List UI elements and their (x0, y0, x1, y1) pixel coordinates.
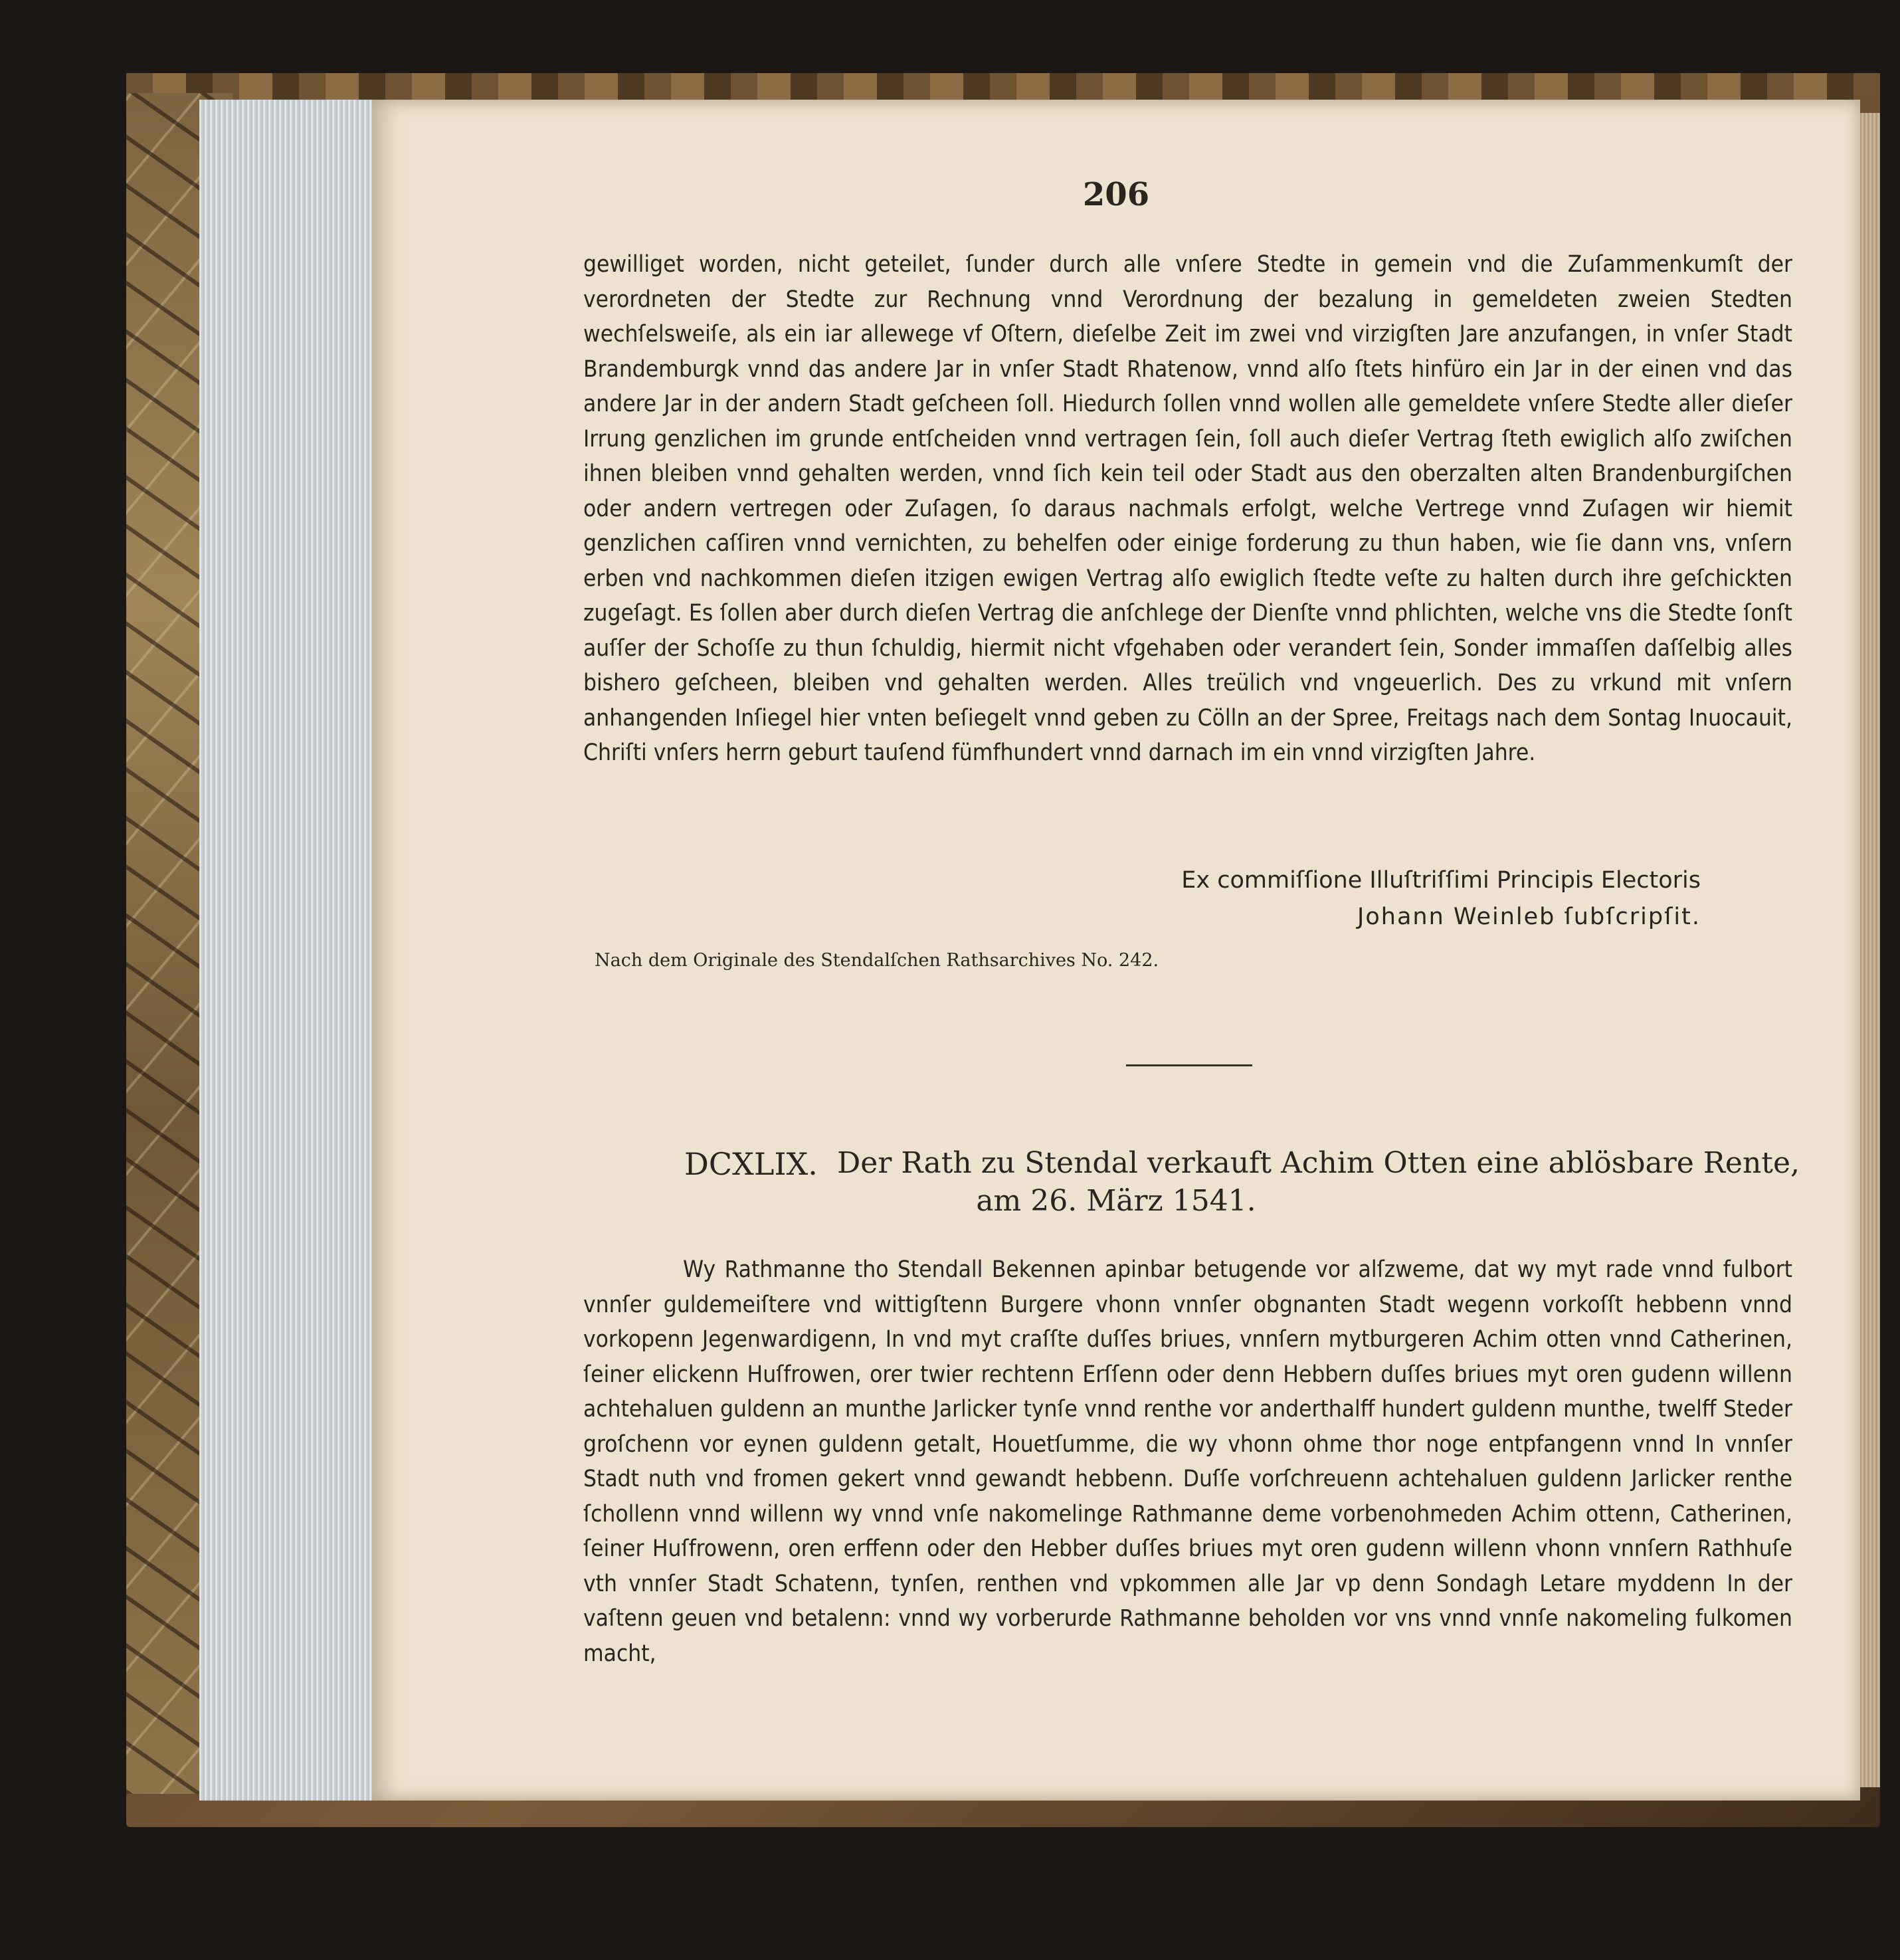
page-number: 206 (1082, 176, 1150, 213)
cover-top-edge (126, 73, 1880, 100)
document-number: DCXLIX. (684, 1146, 818, 1182)
document-date: am 26. März 1541. (976, 1184, 1256, 1218)
document-title: Der Rath zu Stendal verkauft Achim Otten eine ablösbare Rente, (837, 1146, 1800, 1180)
source-note: Nach dem Originale des Stendalſchen Rathsarchives No. 242. (595, 950, 1159, 971)
paragraph: Wy Rathmanne tho Stendall Bekennen apinbar betugende vor alſzweme, dat wy myt rade vnnd fulbort vnnſer guldemeiſtere vnd wittigſtenn Burgere vhonn vnnſer obgnanten Stadt wegenn vorkoſſt hebbenn vnnd vorkopenn Jegenwardigenn, In vnd myt craſſte duſſes briues, vnnſern mytburgeren Achim otten vnnd Catherinen, ſeiner elickenn Huſfrowen, orer twier rechtenn Erſſenn oder denn Hebbern duſſes briues myt oren gudenn willenn achtehaluen guldenn an munthe Jarlicker tynſe vnnd renthe vor anderthalff hundert guldenn munthe, twelff Steder groſchenn vor eynen guldenn getalt, Houetſumme, die wy vhonn ohme thor noge entpfangenn vnnd In vnnſer Stadt nuth vnd fromen gekert vnnd gewandt hebbenn. Duſſe vorſchreuenn achtehaluen guldenn Jarlicker renthe ſchollenn vnnd willenn wy vnnd vnſe nakomelinge Rathmanne deme vorbenohmeden Achim ottenn, Catherinen, ſeiner Huſfrowenn, oren erffenn oder den Hebber duſſes briues myt oren gudenn willenn vhonn vnnſern Rathhuſe vth vnnſer Stadt Schatenn, tynſen, renthen vnd vpkommen alle Jar vp denn Sondagh Letare myddenn In der vaſtenn geuen vnd betalenn: vnnd wy vorberurde Rathmanne beholden vor vns vnnd vnnſe nakomeling fulkomen macht, (583, 1256, 1792, 1667)
page-stack-edges (199, 100, 379, 1801)
section-divider (1126, 1064, 1252, 1066)
document-text (583, 1252, 1792, 1671)
document-text-continued (583, 247, 1792, 771)
signature-line-2: Johann Weinleb ſubſcripſit. (1357, 904, 1701, 930)
signature-line-1: Ex commiſſione Illuſtriſſimi Principis Electoris (1181, 867, 1701, 894)
book-page (372, 100, 1860, 1801)
paragraph: gewilliget worden, nicht geteilet, ſunder durch alle vnſere Stedte in gemein vnd die Zuſammenkumſt der verordneten der Stedte zur Rechnung vnnd Verordnung der bezalung in gemeldeten zweien Stedten wechſelsweiſe, als ein iar allewege vf Oſtern, dieſelbe Zeit im zwei vnd virzigſten Jare anzufangen, in vnſer Stadt Brandemburgk vnnd das andere Jar in vnſer Stadt Rhatenow, vnnd alſo ſtets hinfüro ein Jar in der einen vnd das andere Jar in der andern Stadt geſcheen ſoll. Hiedurch ſollen vnnd wollen alle gemeldete vnſere Stedte aller dieſer Irrung genzlichen im grunde entſcheiden vnnd vertragen ſein, ſoll auch dieſer Vertrag ſteth ewiglich alſo zwiſchen ihnen bleiben vnnd gehalten werden, vnnd ſich kein teil oder Stadt aus den oberzalten alten Brandenburgiſchen oder andern vertregen oder Zuſagen, ſo daraus nachmals erfolgt, welche Vertrege vnnd Zuſagen wir hiemit genzlichen caſſiren vnnd vernichten, zu behelfen oder einige forderung zu thun haben, wie ſie dann vns, vnſern erben vnd nachkommen dieſen itzigen ewigen Vertrag alſo ewiglich ſtedte veſte zu halten durch ihre geſchickten zugeſagt. Es ſollen aber durch dieſen Vertrag die anſchlege der Dienſte vnnd phlichten, welche vns die Stedte ſonſt auſſer der Schoſſe zu thun ſchuldig, hiermit nicht vfgehaben oder verandert ſein, Sonder immaſſen daſſelbig alles bishero geſcheen, bleiben vnd gehalten werden. Alles treülich vnd vngeuerlich. Des zu vrkund mit vnſern anhangenden Inſiegel hier vnten beſiegelt vnnd geben zu Cölln an der Spree, Freitags nach dem Sontag Inuocauit, Chriſti vnſers herrn geburt tauſend fümfhundert vnnd darnach im ein vnnd virzigſten Jahre. (583, 251, 1792, 766)
